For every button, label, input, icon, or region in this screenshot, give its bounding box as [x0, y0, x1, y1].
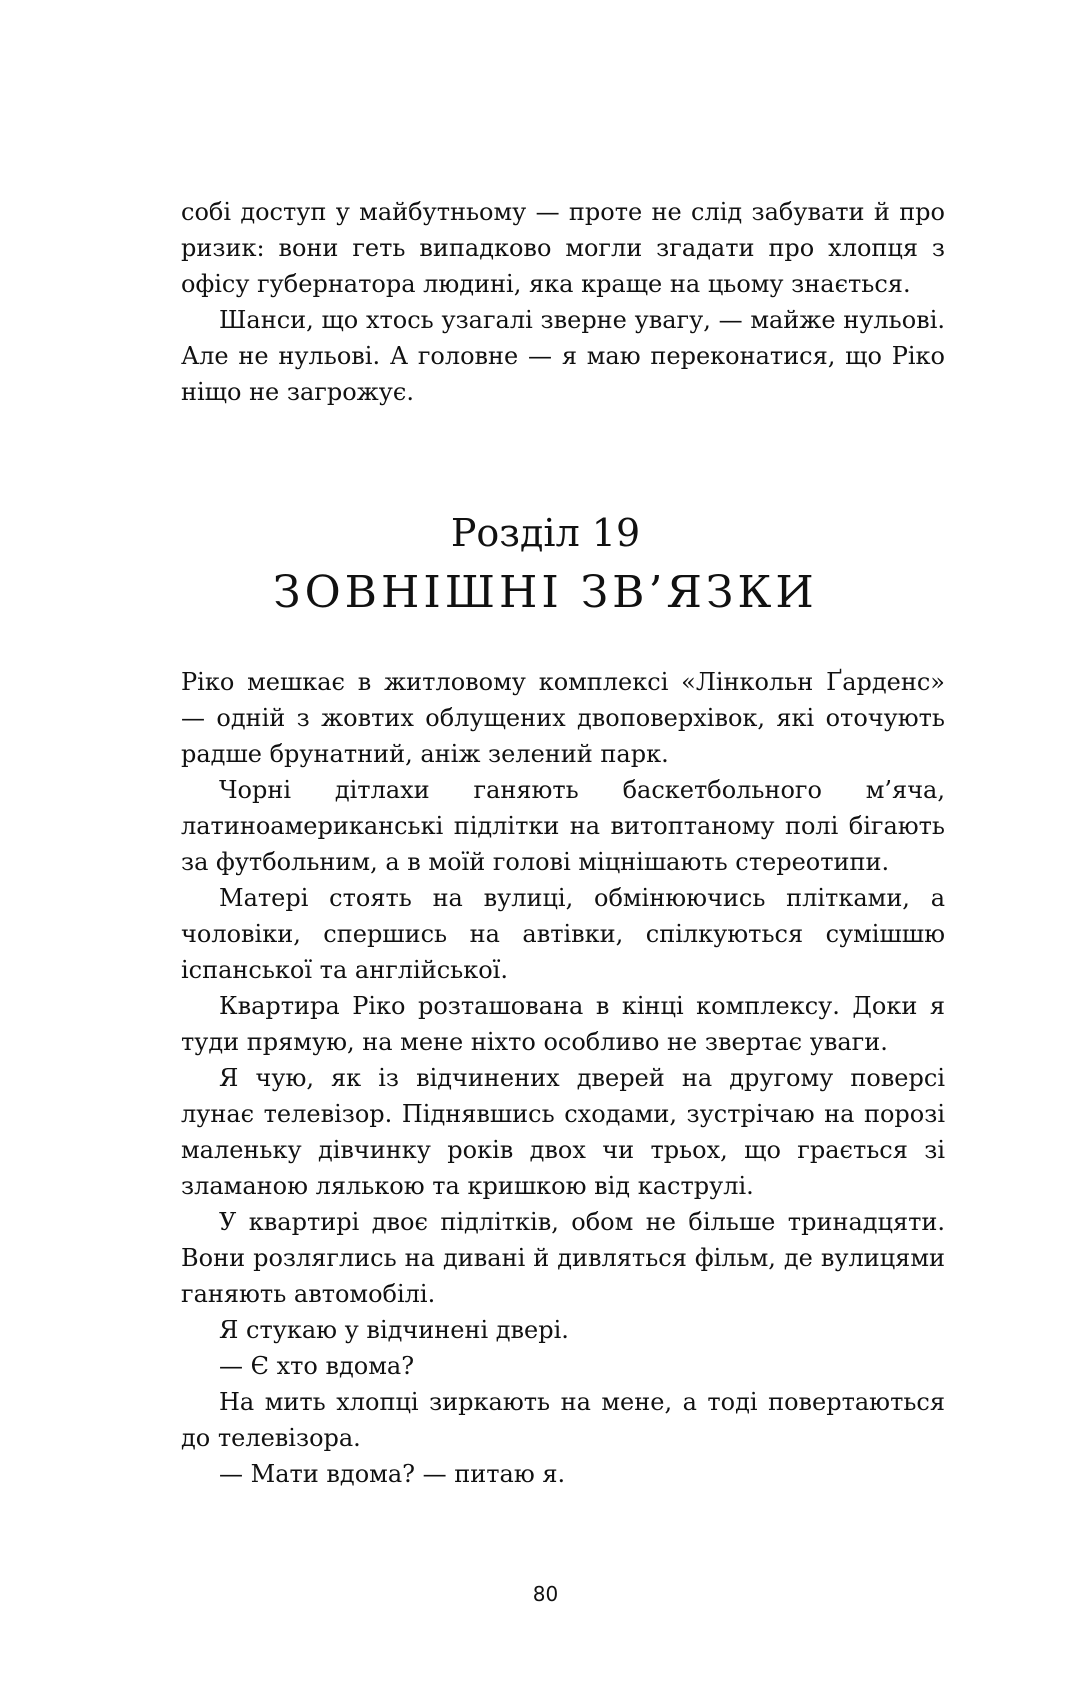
paragraph: Чорні дітлахи ганяють баскетбольного м’яча, латиноамериканські підлітки на витоптаному полі бігають за футбольним, а в моїй голові міцнішають стереотипи. — [181, 776, 945, 876]
chapter-body — [181, 664, 945, 1492]
chapter-number: Розділ 19 — [450, 511, 641, 555]
continued-text — [181, 194, 945, 410]
page-number: 80 — [532, 1582, 559, 1606]
paragraph: Ріко мешкає в житловому комплексі «Лінкольн Ґарденс» — одній з жовтих облущених двоповерхівок, які оточують радше брунатний, аніж зелений парк. — [181, 668, 945, 768]
paragraph: Матері стоять на вулиці, обмінюючись плітками, а чоловіки, спершись на автівки, спілкуються сумішшю іспанської та англійської. — [181, 884, 945, 984]
chapter-title: ЗОВНІШНІ ЗВ’ЯЗКИ — [273, 567, 818, 618]
paragraph: На мить хлопці зиркають на мене, а тоді повертаються до телевізора. — [181, 1388, 945, 1452]
paragraph: У квартирі двоє підлітків, обом не більше тринадцяти. Вони розляглись на дивані й дивляться фільм, де вулицями ганяють автомобілі. — [181, 1208, 945, 1308]
paragraph: Я чую, як із відчинених дверей на другому поверсі лунає телевізор. Піднявшись сходами, зустрічаю на порозі маленьку дівчинку років двох чи трьох, що грається зі зламаною лялькою та кришкою від каструлі. — [181, 1064, 945, 1200]
paragraph: собі доступ у майбутньому — проте не слід забувати й про ризик: вони геть випадково могли згадати про хлопця з офісу губернатора людині, яка краще на цьому знається. — [181, 198, 945, 298]
paragraph: Шанси, що хтось узагалі зверне увагу, — майже нульові. Але не нульові. А головне — я маю переконатися, що Ріко ніщо не загрожує. — [181, 306, 945, 406]
paragraph: Квартира Ріко розташована в кінці комплексу. Доки я туди прямую, на мене ніхто особливо не звертає уваги. — [181, 992, 945, 1056]
paragraph: Я стукаю у відчинені двері. — [219, 1316, 569, 1344]
dialogue-line: — Є хто вдома? — [219, 1352, 415, 1380]
dialogue-line: — Мати вдома? — питаю я. — [219, 1460, 566, 1488]
